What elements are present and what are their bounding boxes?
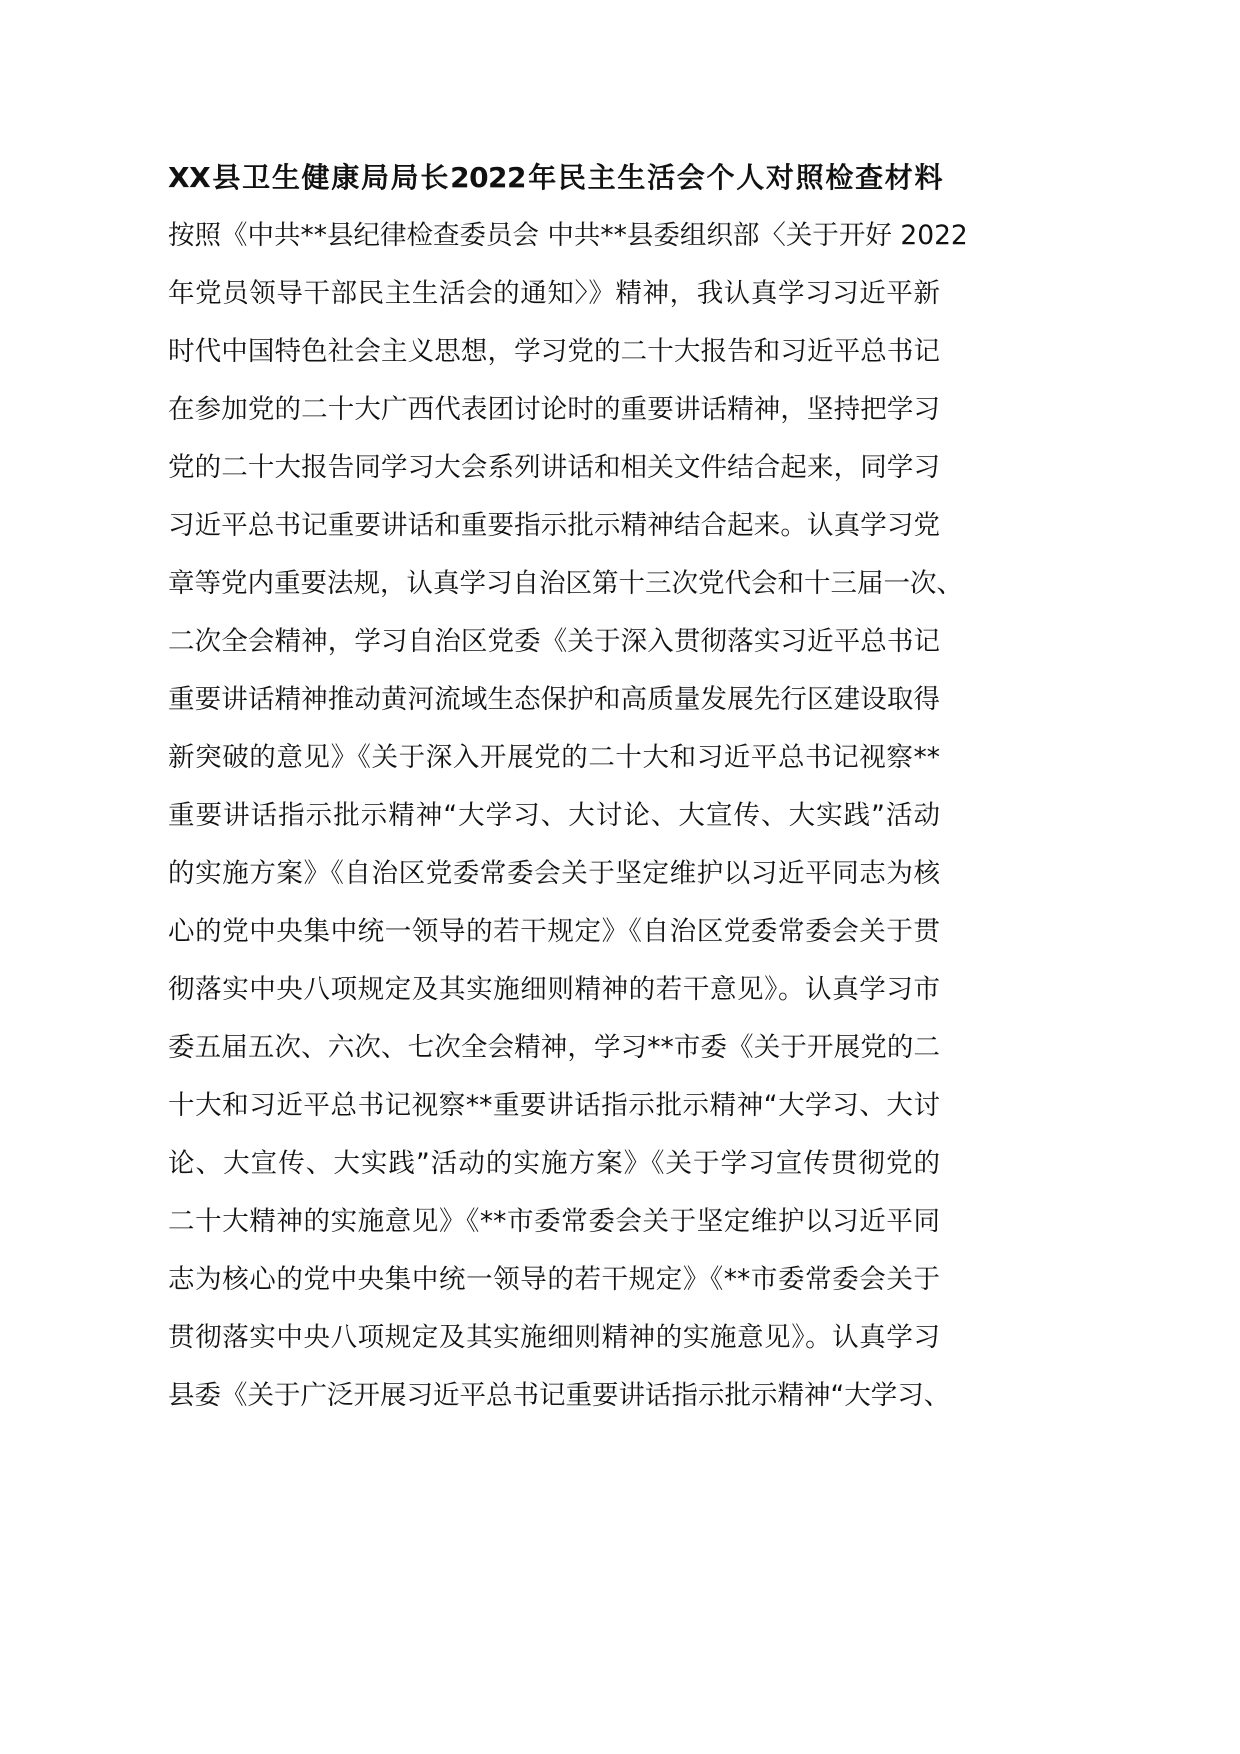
- paragraph-line: 委五届五次、六次、七次全会精神，学习**市委《关于开展党的二: [168, 1032, 940, 1063]
- paragraph-line: 时代中国特色社会主义思想，学习党的二十大报告和习近平总书记: [168, 336, 940, 367]
- document-title: XX县卫生健康局局长2022年民主生活会个人对照检查材料: [168, 161, 942, 194]
- paragraph-line: 志为核心的党中央集中统一领导的若干规定》《**市委常委会关于: [168, 1264, 940, 1295]
- paragraph-line: 县委《关于广泛开展习近平总书记重要讲话指示批示精神“大学习、: [168, 1380, 951, 1411]
- paragraph-line: 的实施方案》《自治区党委常委会关于坚定维护以习近平同志为核: [168, 858, 940, 889]
- paragraph-line: 二十大精神的实施意见》《**市委常委会关于坚定维护以习近平同: [168, 1206, 940, 1237]
- paragraph-line: 贯彻落实中央八项规定及其实施细则精神的实施意见》。认真学习: [168, 1322, 940, 1353]
- paragraph-line: 年党员领导干部民主生活会的通知〉》精神，我认真学习习近平新: [168, 278, 940, 309]
- paragraph-line: 重要讲话指示批示精神“大学习、大讨论、大宣传、大实践”活动: [168, 800, 940, 831]
- paragraph-line: 论、大宣传、大实践”活动的实施方案》《关于学习宣传贯彻党的: [168, 1148, 940, 1179]
- document-body: [168, 214, 968, 1432]
- paragraph-line: 在参加党的二十大广西代表团讨论时的重要讲话精神，坚持把学习: [168, 394, 940, 425]
- paragraph-line: 按照《中共**县纪律检查委员会 中共**县委组织部〈关于开好 2022: [168, 220, 968, 251]
- paragraph-line: 十大和习近平总书记视察**重要讲话指示批示精神“大学习、大讨: [168, 1090, 940, 1121]
- paragraph-line: 心的党中央集中统一领导的若干规定》《自治区党委常委会关于贯: [168, 916, 940, 947]
- paragraph-line: 彻落实中央八项规定及其实施细则精神的若干意见》。认真学习市: [168, 974, 940, 1005]
- paragraph-line: 章等党内重要法规，认真学习自治区第十三次党代会和十三届一次、: [168, 568, 963, 599]
- paragraph-line: 二次全会精神，学习自治区党委《关于深入贯彻落实习近平总书记: [168, 626, 940, 657]
- paragraph-line: 重要讲话精神推动黄河流域生态保护和高质量发展先行区建设取得: [168, 684, 940, 715]
- paragraph-line: 习近平总书记重要讲话和重要指示批示精神结合起来。认真学习党: [168, 510, 940, 541]
- paragraph-line: 新突破的意见》《关于深入开展党的二十大和习近平总书记视察**: [168, 742, 940, 773]
- paragraph-line: 党的二十大报告同学习大会系列讲话和相关文件结合起来，同学习: [168, 452, 940, 483]
